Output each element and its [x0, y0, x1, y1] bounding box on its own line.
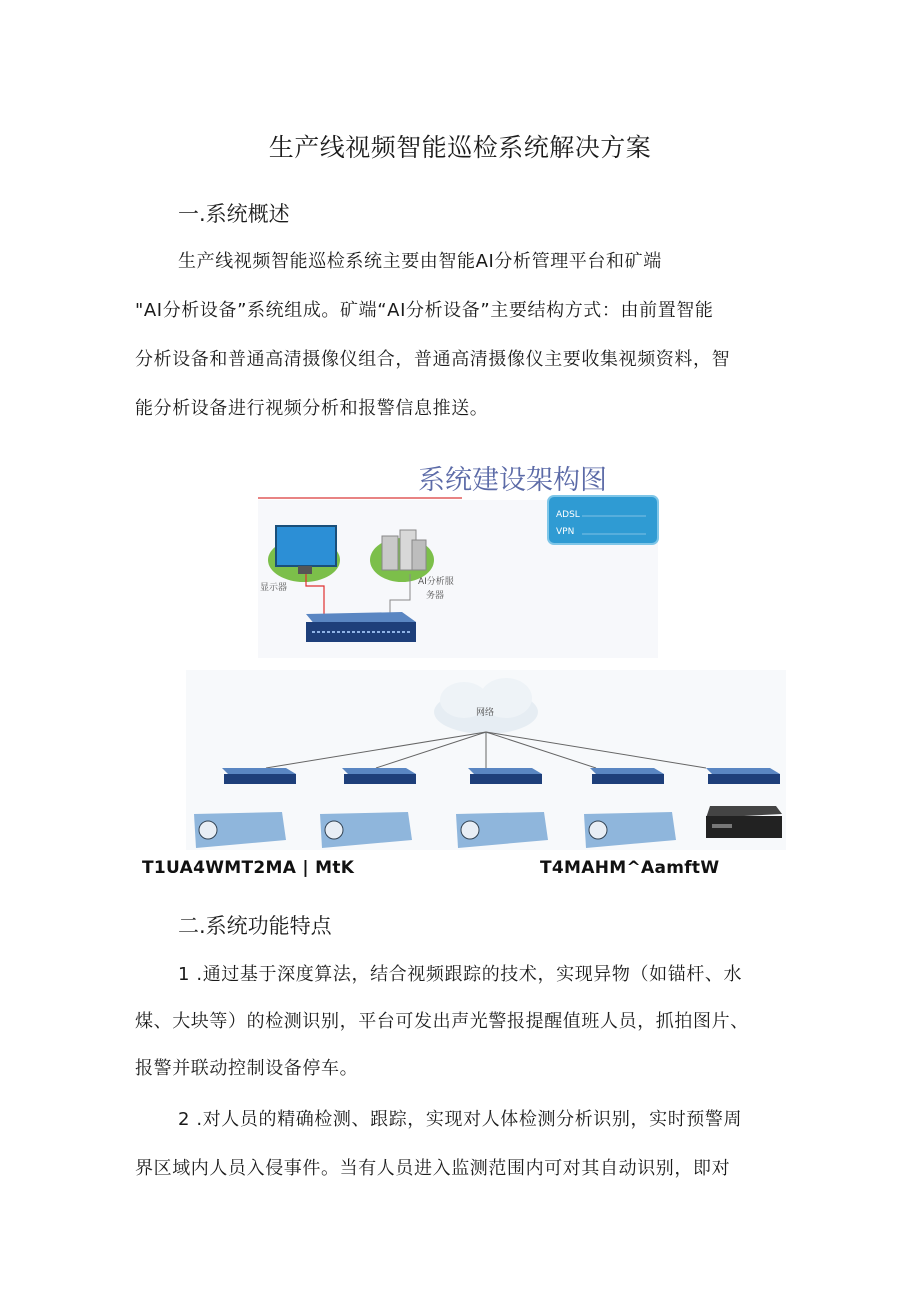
cloud-label: 网络	[476, 708, 495, 718]
section-1-line: 生产线视频智能巡检系统主要由智能AI分析管理平台和矿端	[178, 251, 662, 272]
diagram-title: 系统建设架构图	[418, 465, 607, 496]
document-title: 生产线视频智能巡检系统解决方案	[268, 133, 652, 162]
core-switch-icon	[306, 612, 416, 642]
section-1-line: 能分析设备进行视频分析和报警信息推送。	[135, 398, 489, 419]
server-label-line-1: AI分析服	[418, 577, 454, 587]
monitor-icon	[268, 526, 340, 582]
diagram-graphics	[186, 450, 786, 850]
switch-icon	[468, 768, 542, 784]
monitor-label: 显示器	[260, 583, 288, 593]
analysis-device-icon	[706, 806, 782, 838]
server-label-line-2: 务器	[426, 591, 445, 601]
section-2-item-1-line: 煤、大块等）的检测识别，平台可发出声光警报提醒值班人员，抓拍图片、	[135, 1011, 749, 1032]
section-1-heading: 一.系统概述	[178, 202, 290, 226]
section-2-item-2-line: 界区域内人员入侵事件。当有人员进入监测范围内可对其自动识别，即对	[135, 1158, 731, 1179]
legend-vpn: VPN	[556, 527, 575, 537]
diagram-caption-right: T4MAHM^AamftW	[540, 858, 720, 878]
section-2-item-1-line: 报警并联动控制设备停车。	[135, 1058, 359, 1079]
diagram-caption-left: T1UA4WMT2MA | MtK	[142, 858, 355, 878]
section-2-item-1-line: 1 .通过基于深度算法，结合视频跟踪的技术，实现异物（如锚杆、水	[178, 964, 743, 985]
legend-adsl: ADSL	[556, 510, 580, 520]
architecture-diagram	[186, 450, 786, 850]
switch-icon	[706, 768, 780, 784]
section-1-line: "AI分析设备”系统组成。矿端“AI分析设备”主要结构方式：由前置智能	[135, 300, 714, 321]
switch-icon	[222, 768, 296, 784]
section-2-heading: 二.系统功能特点	[178, 914, 332, 938]
switch-icon	[342, 768, 416, 784]
section-1-line: 分析设备和普通高清摄像仪组合，普通高清摄像仪主要收集视频资料，智	[135, 349, 731, 370]
section-2-item-2-line: 2 .对人员的精确检测、跟踪，实现对人体检测分析识别，实时预警周	[178, 1109, 743, 1130]
switch-icon	[590, 768, 664, 784]
